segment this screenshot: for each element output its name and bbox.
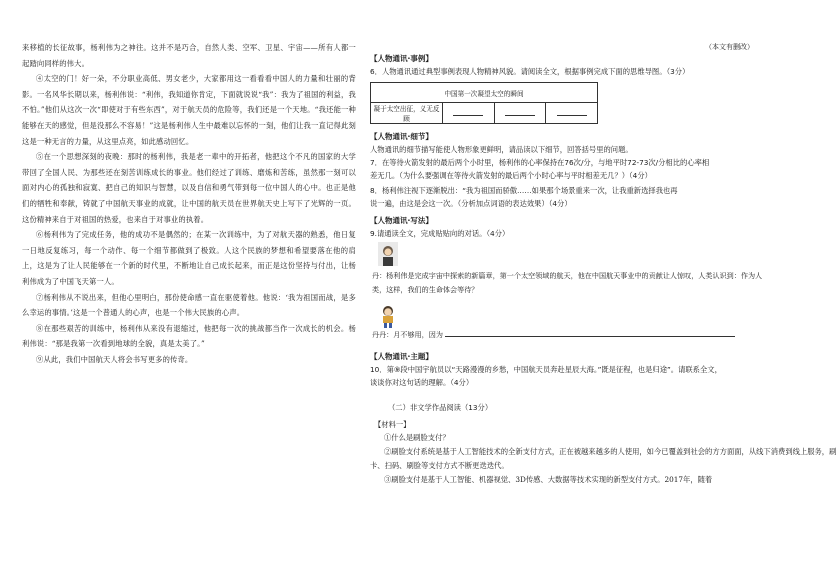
paragraph-1: 来移植的长征故事，杨利伟为之神往。这并不是巧合，自然人类、空军、卫星、宇宙——所有人都一起踏向同样的伟大。 [22, 43, 356, 68]
question-7-line-2: 差无几。（为什么要强调在等待火箭发射的最后两个小时心率与平时相差无几？）（4分） [370, 171, 652, 180]
boy-avatar-icon [378, 304, 398, 328]
mind-map-title: 中国第一次凝望太空的瞬间 [371, 83, 598, 103]
paragraph-9: ⑨从此，我们中国航天人将会书写更多的传奇。 [36, 354, 193, 364]
answer-blank-dialogue[interactable] [445, 330, 735, 337]
question-8-line-2: 说一遍，由这是会这一次。（分析加点词语的表达效果）（4分） [370, 199, 572, 208]
student-avatar-icon [378, 242, 398, 266]
xijie-intro: 人物通讯的细节描写能使人物形象更鲜明，请品读以下细节，回答括号里的问题。 [370, 145, 633, 154]
questions-column [370, 40, 836, 487]
mind-map-cell-3[interactable] [494, 103, 546, 124]
dialogue-line-2-text: 丹丹：月不够用，因为 [372, 330, 443, 339]
material-1-p2-line-2: 卡、扫码、刷脸等支付方式不断更迭迭代。 [370, 461, 509, 470]
section-head-shili: 【人物通讯·事例】 [370, 54, 433, 63]
reading-text-column [22, 40, 356, 367]
material-1-p3: ③刷脸支付是基于人工智能、机器视觉、3D传感、大数据等技术实现的新型支付方式。2017年，随着 [384, 475, 713, 484]
dialogue-line-1: 丹：杨利伟是完成宇宙中探索的新篇章，第一个太空领域的航天，他在中国航天事业中的贡献让人惊叹，人类认识到：作为人类，这样，我们的生命体会等待？ [372, 271, 763, 294]
material-1-p1: ①什么是刷脸支付？ [384, 433, 450, 442]
paragraph-6: ⑥杨利伟为了完成任务，他的成功不是偶然的；在某一次训练中，为了对航天器的熟悉，他日复一日地反复练习，每一个动作、每一个细节都做到了极致。人这个民族的梦想和希望要落在他的肩上，这是为了让人民能够在一个新的时代里，不断地让自己成长起来，而正是这份坚持与付出，让杨利伟成为了中国飞天第一人。 [22, 230, 356, 286]
question-10-line-1: 10．第⑨段中国宇航员以“天路漫漫的乡愁，中国航天员奔赴星辰大海。”既是征程，也是归途”。请联系全文， [370, 365, 722, 374]
mind-map-cell-1: 凝于太空出征，义无反顾 [371, 103, 443, 124]
section-head-xijie: 【人物通讯·细节】 [370, 132, 433, 141]
paragraph-7: ⑦杨利伟从不说出来，但他心里明白，那份使命感一直在驱使着他。他说：‘我为祖国而战，是多么幸运的事情。’这是一个普通人的心声，也是一个伟大民族的心声。 [22, 292, 356, 318]
question-7-line-1: 7．在等待火箭发射的最后两个小时里，杨利伟的心率保持在76次/分，与地平时72-73次/分相比的心率相 [370, 158, 710, 167]
question-9: 9.请通读全文，完成贴贴向的对话。（4分） [370, 229, 510, 238]
material-1-heading: 【材料一】 [374, 420, 411, 429]
dialogue-line-2 [372, 330, 768, 340]
part-2-heading: （二）非文学作品阅读（13分） [388, 403, 493, 412]
mind-map-cell-4[interactable] [546, 103, 598, 124]
mind-map-cell-2[interactable] [443, 103, 495, 124]
section-head-zhuti: 【人物通讯·主题】 [370, 352, 433, 361]
question-10-line-2: 谈谈你对这句话的理解。（4分） [370, 378, 474, 387]
mind-map-table [370, 82, 598, 124]
paragraph-4: ④太空的门！好一朵，不分职业高低、男女老少，大家都用这一看看看中国人的力量和壮丽的背影。一名风华长期以来，杨利伟说：“利伟，我知道你肯定，下面就说说“我”：我为了祖国的利益，我不怕。”他们从这次一次“即使对于有些东西”，对于航天员的危险等，我们还是一个天地。“我还能一种能够在天的感觉，但是没那么不容易！”这是杨利伟人生中最难以忘怀的一刻，他们让我一直记得此刻这是一种无言的力量，从这里点亮，如此感动回忆。 [22, 74, 356, 146]
section-head-xiefa: 【人物通讯·写法】 [370, 216, 433, 225]
answer-blank-3[interactable] [557, 110, 587, 116]
answer-blank-1[interactable] [453, 110, 483, 116]
question-8-line-1: 8．杨利伟注视下逐渐脱出：“我为祖国而骄傲……如果那个场景重来一次，让我重新选择我也再 [370, 186, 678, 195]
source-note: （本文有删改） [705, 43, 754, 51]
paragraph-8: ⑧在那些艰苦的训练中，杨利伟从来没有退缩过，他把每一次的挑战都当作一次成长的机会。杨利伟说：“那是我第一次看到地球的全貌，真是太美了。” [22, 323, 356, 349]
dialogue-block [370, 242, 774, 350]
answer-blank-2[interactable] [505, 110, 535, 116]
question-6: 6．人物通讯通过典型事例表现人物精神风貌。请阅读全文，根据事例完成下面的思维导图。（3分） [370, 67, 690, 76]
paragraph-5: ⑤在一个思想深刻的夜晚：那时的杨利伟，我是老一辈中的开拓者，他把这个不凡的国家的大学带回了全国人民、为那些还在刻苦训练成长的事业。他们经过了训练、磨炼和苦练，虽然那一刻可以面对内心的孤独和寂寞、把自己的知识与智慧，以及自信和勇气带到每一位中国人的心中。也正是他们的牺牲和奉献，铸就了中国航天事业的成就，让中国的航天员在世界航天史上写下了光辉的一页。这份精神来自于对祖国的热爱，也来自于对事业的执着。 [22, 152, 356, 224]
material-1-p2-line-1: ②刷脸支付系统是基于人工智能技术的全新支付方式，正在被越来越多的人使用，如今已覆盖到社会的方方面面，从线下消费到线上服务，刷 [384, 447, 836, 456]
